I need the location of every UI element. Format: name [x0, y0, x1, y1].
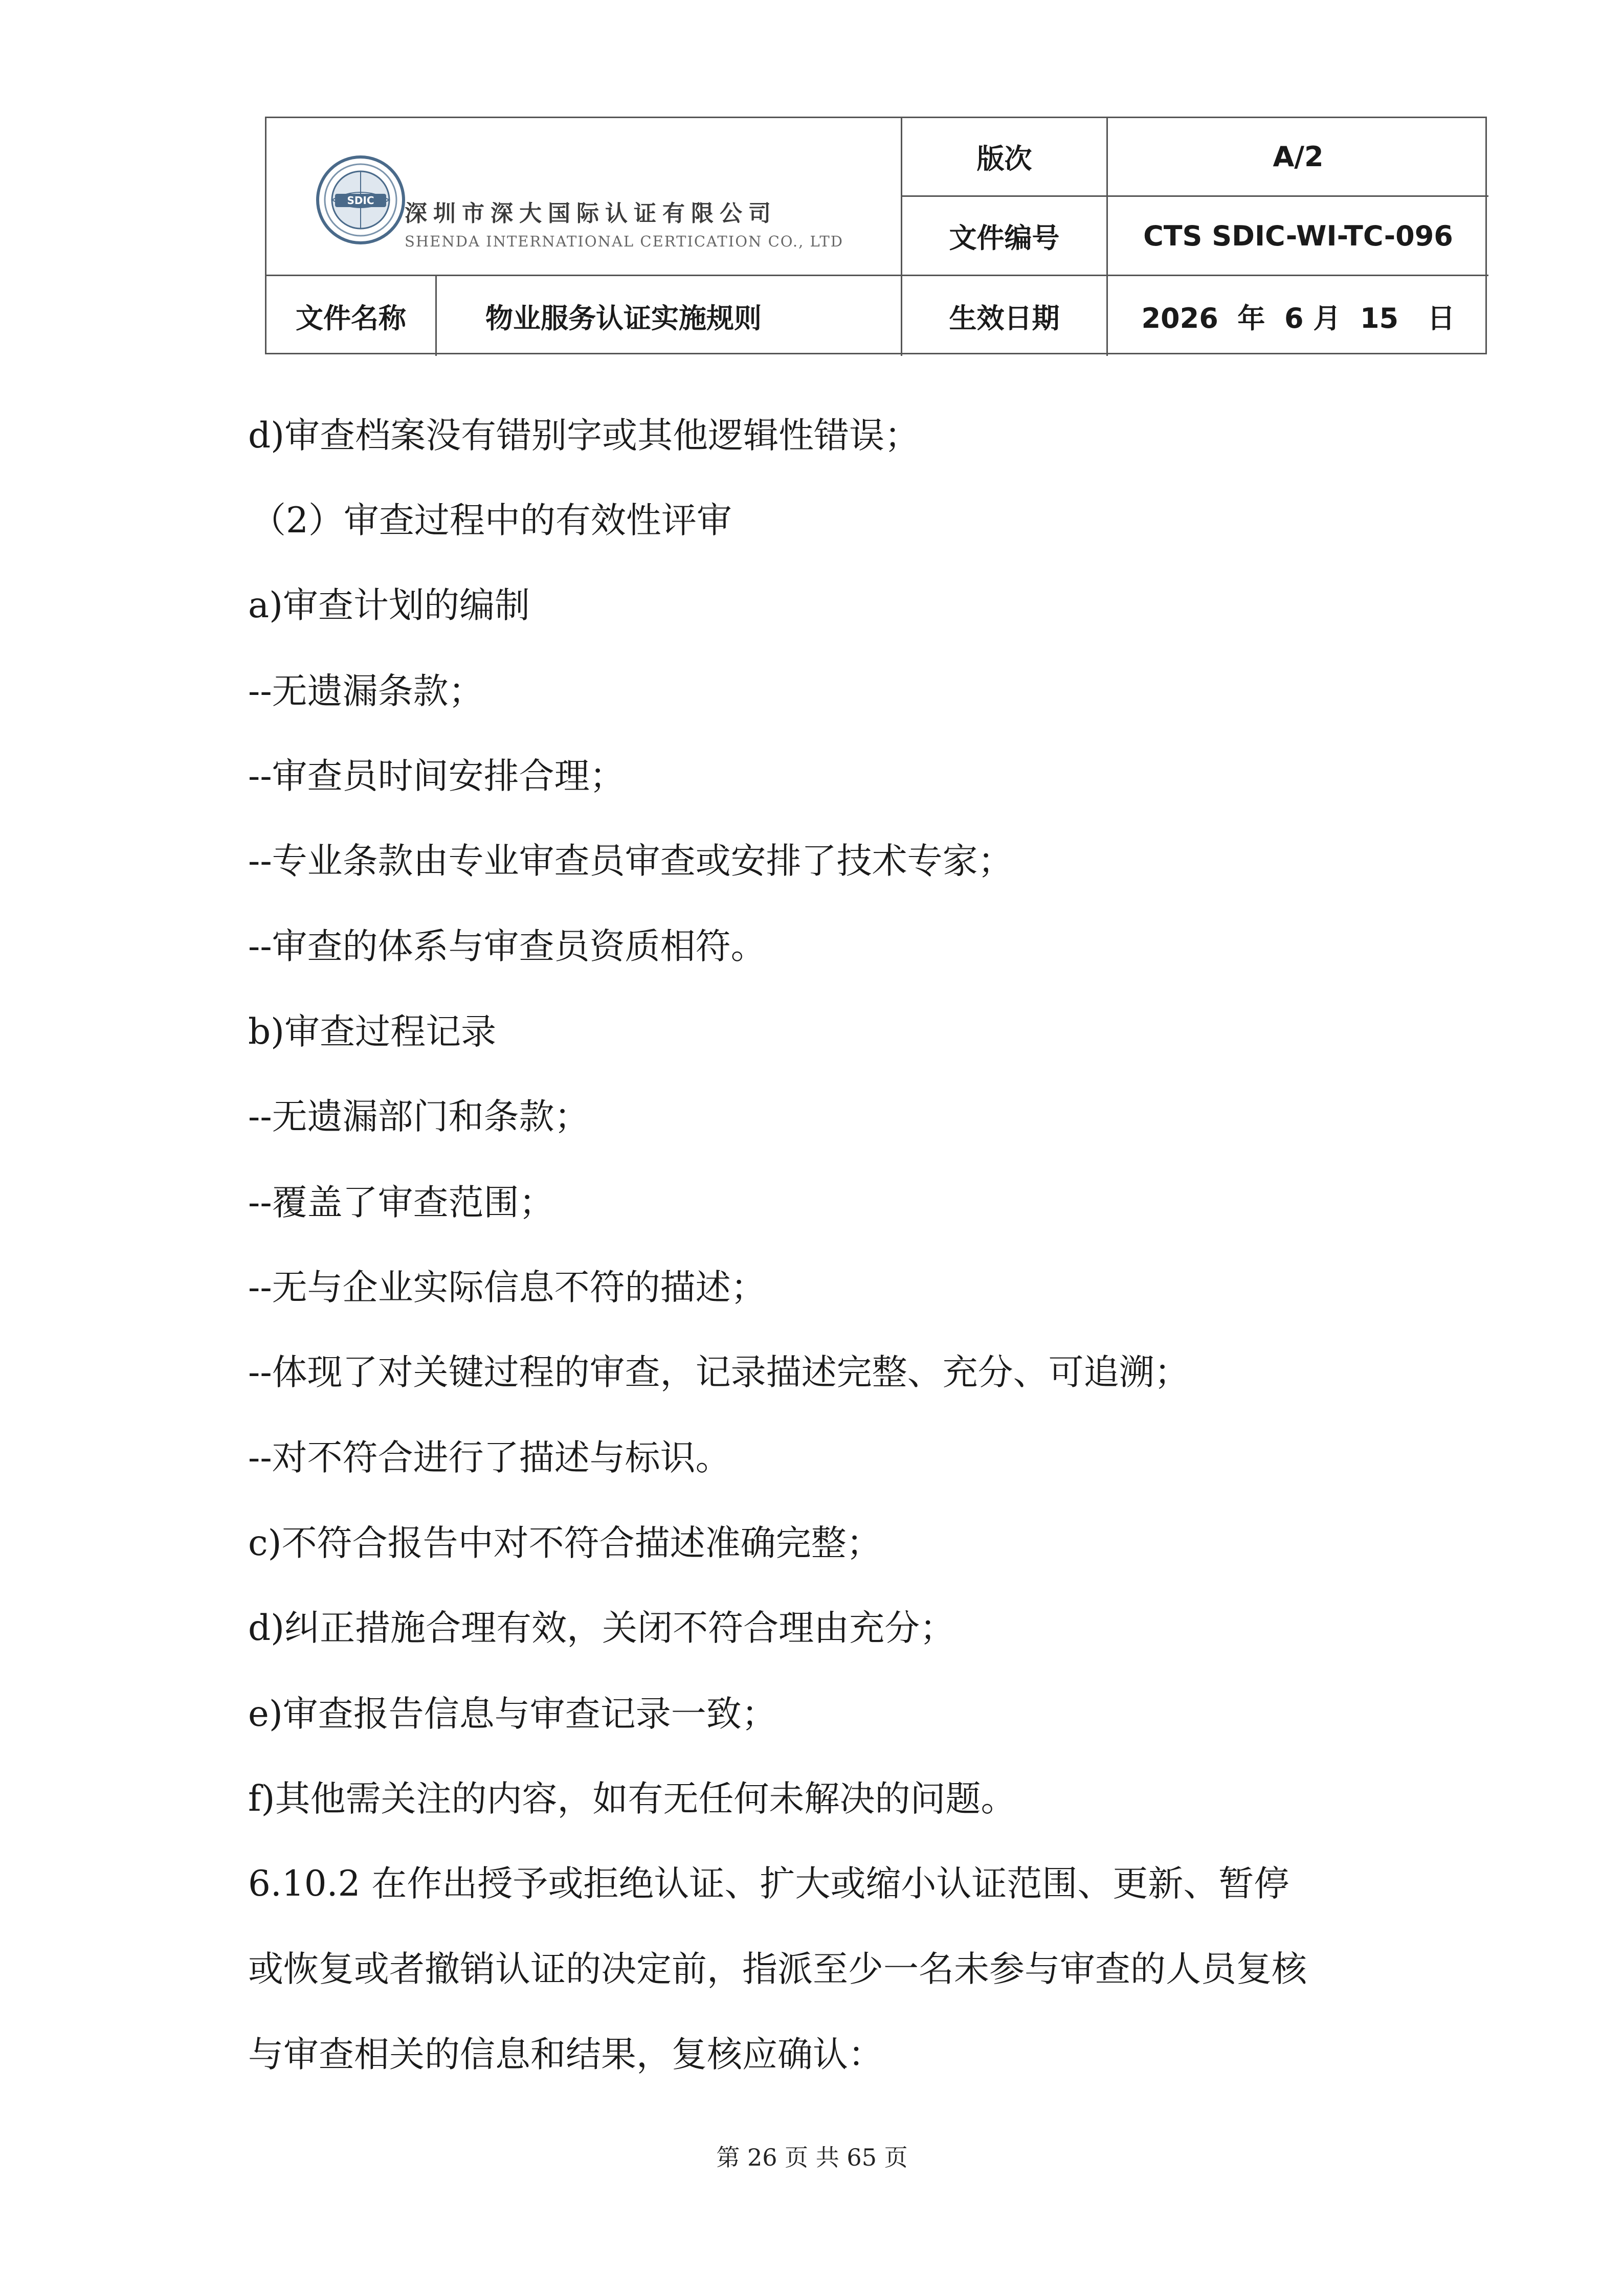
- body-line: c)不符合报告中对不符合描述准确完整；: [248, 1523, 882, 1564]
- body-line: --对不符合进行了描述与标识。: [248, 1437, 731, 1478]
- body-line: 或恢复或者撤销认证的决定前，指派至少一名未参与审查的人员复核: [248, 1949, 1307, 1990]
- body-line: a)审查计划的编制: [248, 585, 530, 626]
- effective-date-label: 生效日期: [949, 302, 1060, 334]
- company-logo: [315, 154, 843, 277]
- body-line: e)审查报告信息与审查记录一致；: [248, 1694, 777, 1735]
- effective-date-value: 2026 年 6 月 15 日: [1141, 302, 1455, 334]
- body-line: --无与企业实际信息不符的描述；: [248, 1267, 766, 1308]
- doc-number-label: 文件编号: [949, 221, 1060, 254]
- body-line: f)其他需关注的内容，如有无任何未解决的问题。: [248, 1779, 1016, 1819]
- company-name-en: SHENDA INTERNATIONAL CERTICATION CO., LTD: [405, 233, 843, 250]
- body-line: --无遗漏条款；: [248, 671, 484, 712]
- body-line: --无遗漏部门和条款；: [248, 1096, 590, 1137]
- doc-name-label: 文件名称: [296, 302, 406, 334]
- body-line: d)审查档案没有错别字或其他逻辑性错误；: [248, 415, 920, 456]
- page-number: 第 26 页 共 65 页: [716, 2144, 908, 2171]
- body-line: 与审查相关的信息和结果，复核应确认：: [248, 2034, 883, 2075]
- document-header-table: [265, 117, 1487, 354]
- logo-text: SDIC: [347, 194, 374, 207]
- body-line: --覆盖了审查范围；: [248, 1182, 554, 1223]
- version-label: 版次: [976, 143, 1032, 175]
- body-line: （2）审查过程中的有效性评审: [251, 500, 732, 541]
- company-name-cn: 深圳市深大国际认证有限公司: [405, 200, 777, 227]
- body-line: 6.10.2 在作出授予或拒绝认证、扩大或缩小认证范围、更新、暂停: [248, 1863, 1289, 1904]
- doc-name-value: 物业服务认证实施规则: [485, 302, 762, 334]
- version-value: A/2: [1273, 141, 1324, 173]
- body-line: --专业条款由专业审查员审查或安排了技术专家；: [248, 841, 1013, 882]
- body-line: --审查员时间安排合理；: [248, 756, 625, 797]
- sdic-globe-icon: [315, 154, 407, 246]
- body-line: b)审查过程记录: [248, 1011, 497, 1052]
- body-line: --审查的体系与审查员资质相符。: [248, 926, 766, 967]
- body-line: d)纠正措施合理有效，关闭不符合理由充分；: [248, 1608, 955, 1649]
- doc-number-value: CTS SDIC-WI-TC-096: [1143, 219, 1453, 252]
- body-line: --体现了对关键过程的审查，记录描述完整、充分、可追溯；: [248, 1352, 1190, 1393]
